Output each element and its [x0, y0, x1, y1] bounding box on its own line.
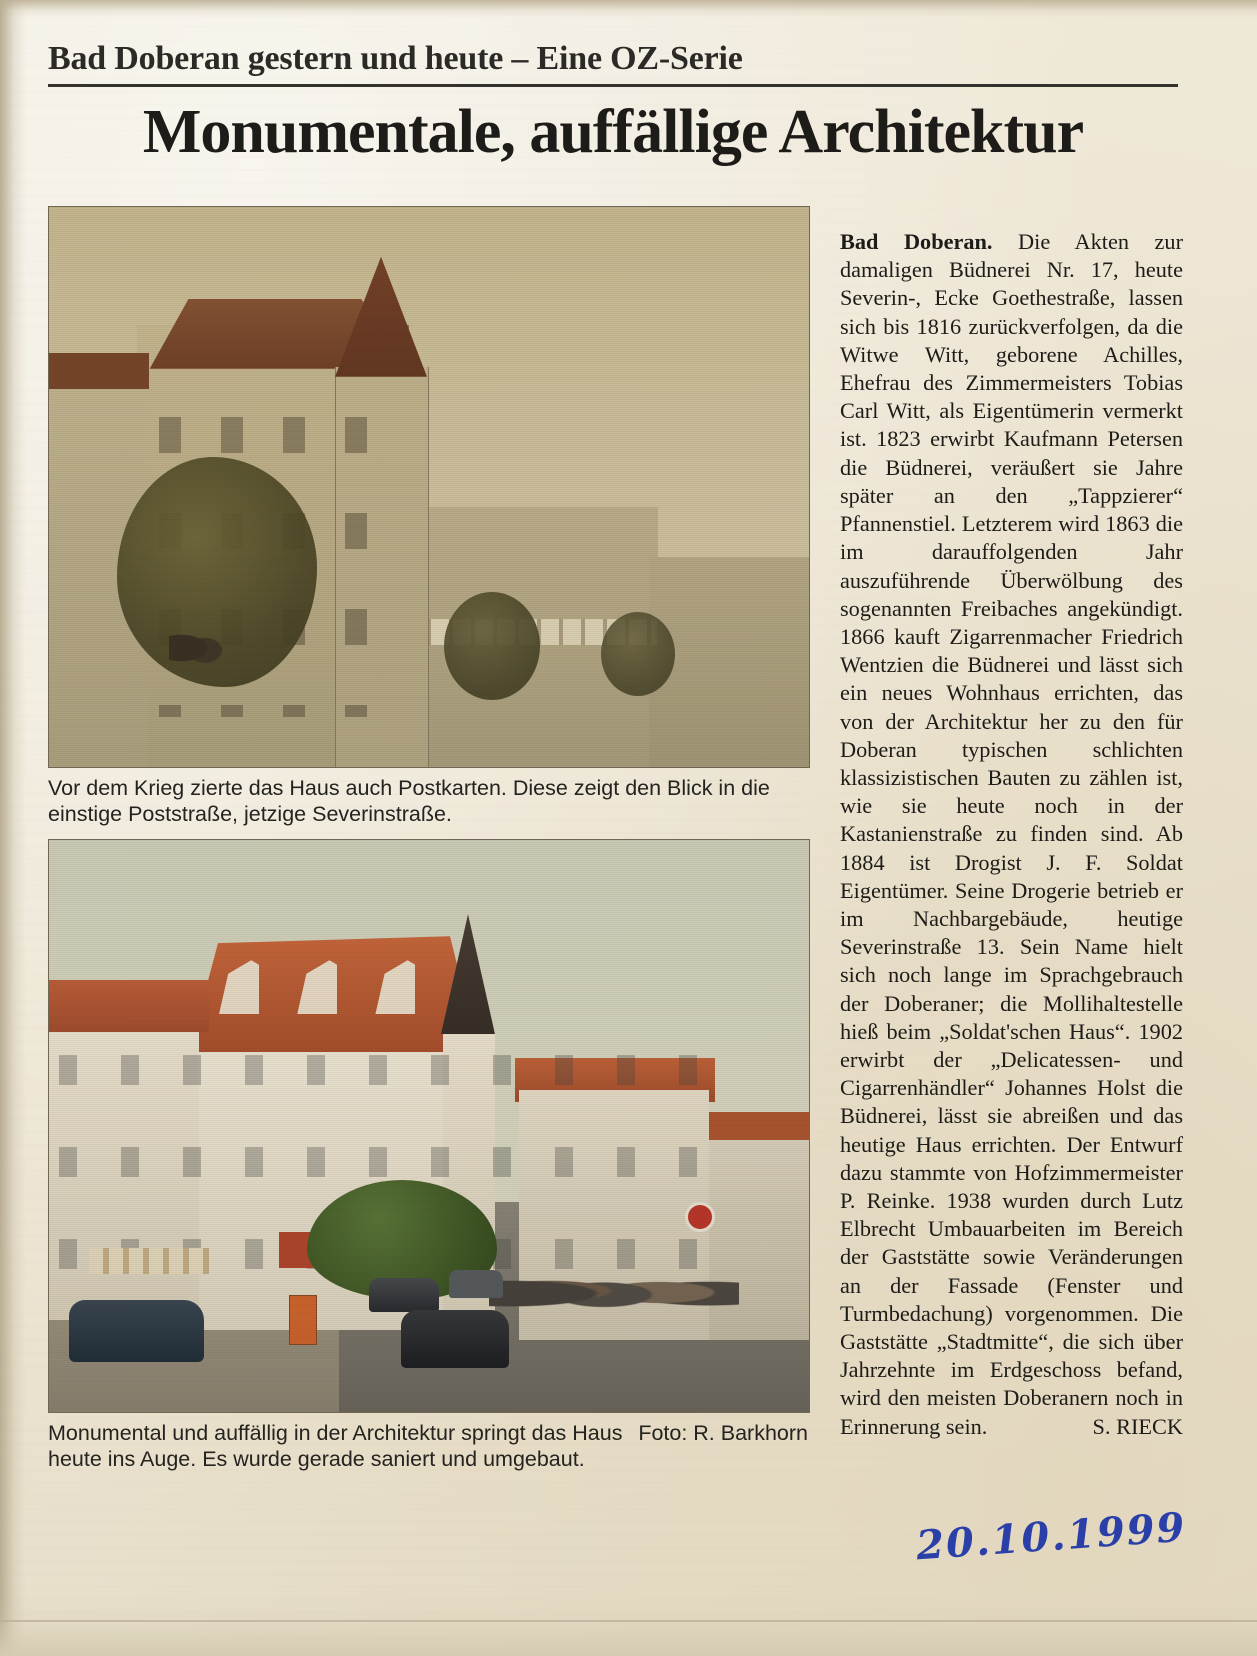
modern-street-photo [48, 839, 810, 1413]
figure-historic [48, 206, 810, 827]
photo-column [48, 206, 810, 1485]
paper-edge-top [0, 0, 1257, 18]
clipping-bottom-edge [0, 1620, 1257, 1622]
caption-modern-text: Monumental und auffällig in der Architektur springt das Haus heute ins Auge. Es wurde gerade saniert und umgebaut. [48, 1421, 623, 1472]
columns-wrapper [48, 206, 1183, 1485]
paper-edge-left [0, 0, 26, 1656]
handwritten-date-annotation: 20.10.1999 [915, 1503, 1189, 1570]
caption-modern [48, 1420, 808, 1472]
article-body [840, 228, 1183, 1441]
caption-historic: Vor dem Krieg zierte das Haus auch Postkarten. Diese zeigt den Blick in die einstige Poststraße, jetzige Severinstraße. [48, 775, 770, 826]
historic-postcard-photo [48, 206, 810, 768]
article-author: S. RIECK [1092, 1413, 1183, 1439]
series-header: Bad Doberan gestern und heute – Eine OZ-Serie [48, 40, 743, 77]
text-column [840, 206, 1183, 1485]
figure-modern [48, 839, 810, 1472]
header-divider [48, 84, 1178, 87]
photo-credit: Foto: R. Barkhorn [638, 1421, 808, 1446]
article-content [48, 40, 1208, 1485]
article-dateline: Bad Doberan. [840, 229, 993, 255]
paper-edge-bottom [0, 1596, 1257, 1656]
article-text: Die Akten zur damaligen Büdnerei Nr. 17, heute Severin-, Ecke Goethestraße, lassen sich bis 1816 zurückverfolgen, da die Witwe Witt, geborene Achilles, Ehefrau des Zimmermeisters Tobias Carl Witt, als Eigentümerin vermerkt ist. 1823 erwirbt Kaufmann Petersen die Büdnerei, veräußert sie Jahre später an den „Tappzierer“ Pfannenstiel. Letzterem wird 1863 die im darauffolgenden Jahr auszuführende Überwölbung des sogenannten Freibaches angekündigt. 1866 kauft Zigarrenmacher Friedrich Wentzien die Büdnerei und lässt sich ein neues Wohnhaus errichten, das von der Architektur her zu den für Doberan typischen schlichten klassizistischen Bauten zu zählen ist, wie sie heute noch in der Kastanienstraße zu finden sind. Ab 1884 ist Drogist J. F. Soldat Eigentümer. Seine Drogerie betrieb er im Nachbargebäude, heutige Severinstraße 13. Sein Name hielt sich noch lange im Sprachgebrauch der Doberaner; die Mollihaltestelle hieß beim „Soldat'schen Haus“. 1902 erwirbt der „Delicatessen- und Cigarrenhändler“ Johannes Holst die Büdnerei, lässt sie abreißen und das heutige Haus errichten. Der Entwurf dazu stammte von Hofzimmermeister P. Reinke. 1938 wurden durch Lutz Elbrecht Umbauarbeiten im Bereich der Gaststätte sowie Veränderungen an der Fassade (Fenster und Turmbedachung) vorgenommen. Die Gaststätte „Stadtmitte“, die sich über Jahrzehnte im Erdgeschoss befand, wird den meisten Doberanern noch in Erinnerung sein. [840, 229, 1183, 1439]
page-title: Monumentale, auffällige Architektur [142, 98, 1084, 166]
